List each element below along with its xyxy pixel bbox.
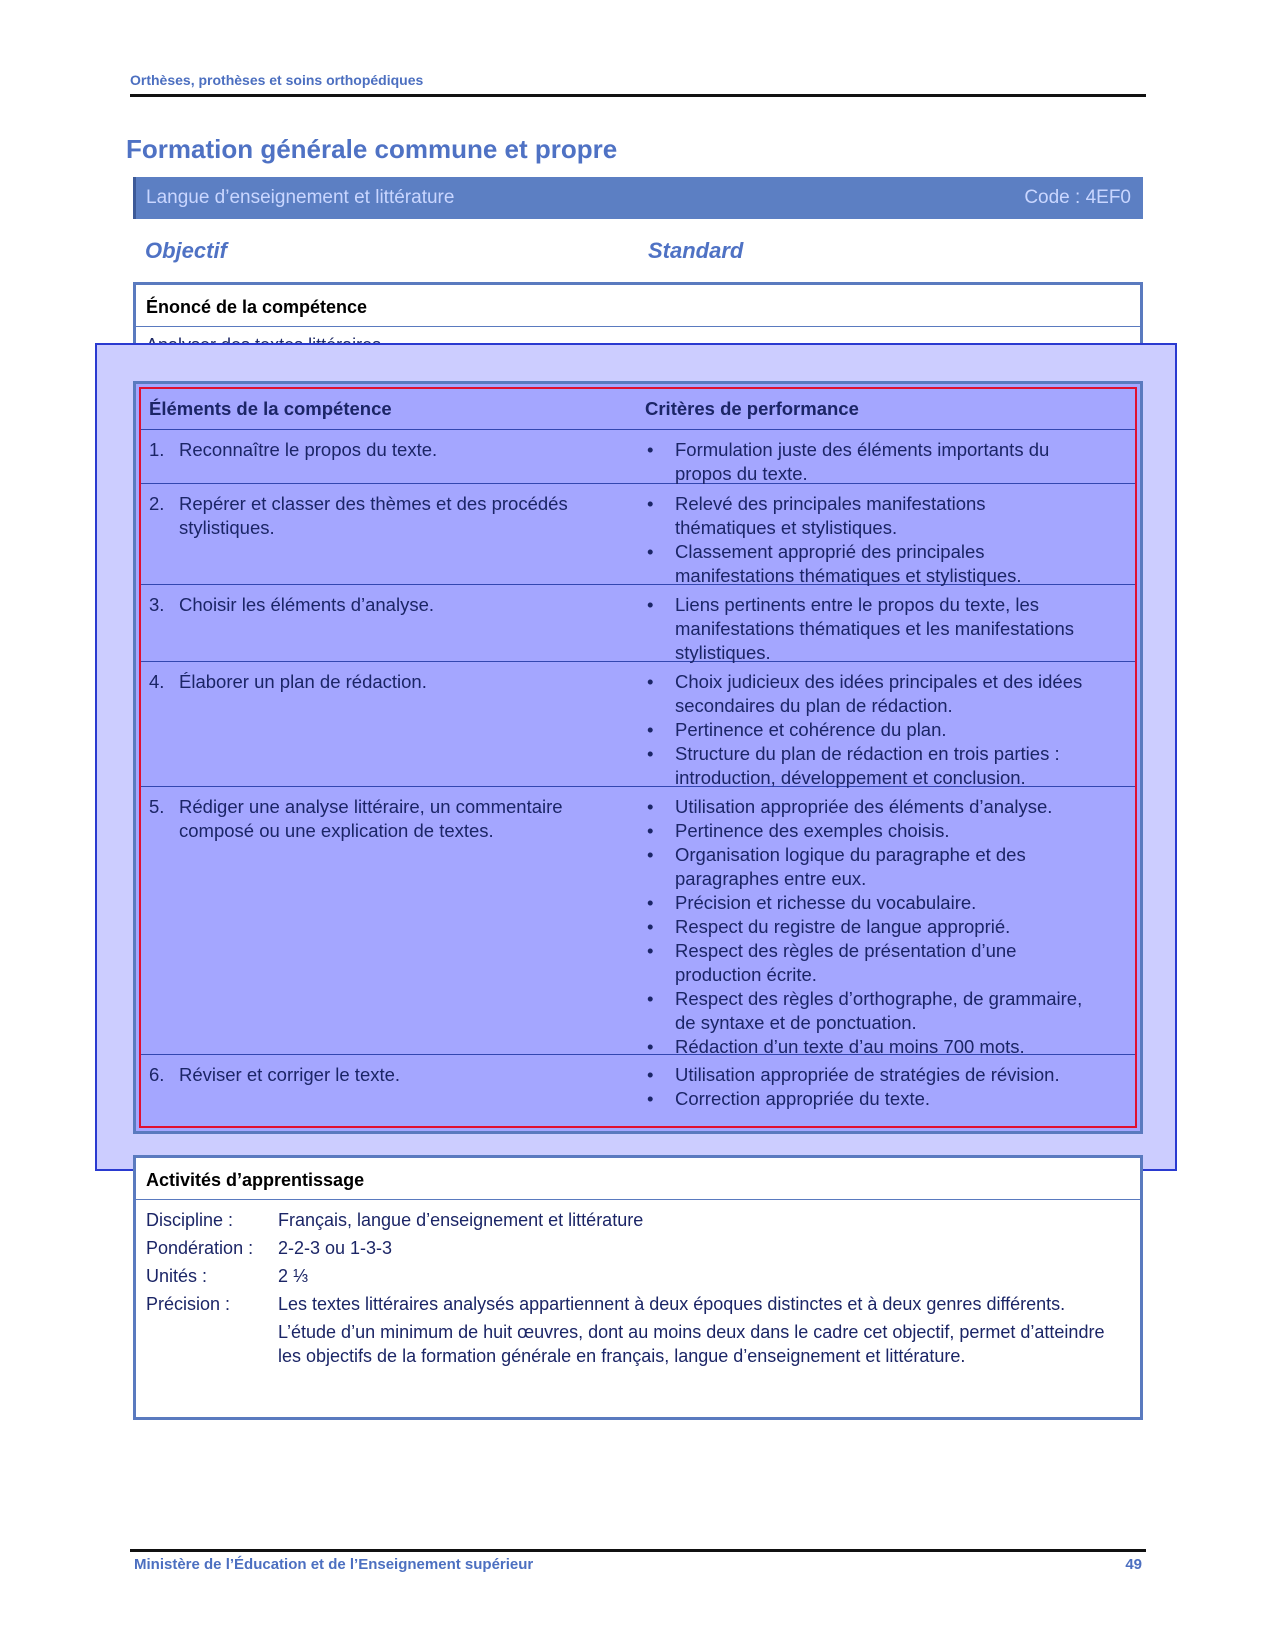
criteria-cell: [645, 670, 1085, 790]
bullet-icon: •: [647, 719, 654, 740]
criterion-text: Pertinence et cohérence du plan.: [675, 719, 947, 740]
bullet-icon: •: [647, 988, 654, 1009]
elements-table-box: [133, 381, 1143, 1134]
bullet-icon: •: [647, 541, 654, 562]
discipline-value: Français, langue d’enseignement et littérature: [278, 1210, 644, 1230]
footer-rule: [130, 1549, 1146, 1552]
competence-heading: Énoncé de la compétence: [136, 285, 1140, 327]
criterion-text: Classement approprié des principales manifestations thématiques et stylistiques.: [675, 541, 1022, 586]
criterion-text: Correction appropriée du texte.: [675, 1088, 931, 1109]
element-text: Rédiger une analyse littéraire, un commentaire composé ou une explication de textes.: [179, 796, 563, 841]
criterion-text: Respect des règles d’orthographe, de grammaire, de syntaxe et de ponctuation.: [675, 988, 1083, 1033]
element-cell: [149, 795, 619, 843]
criterion-text: Utilisation appropriée de stratégies de révision.: [675, 1064, 1060, 1085]
criterion-item: [645, 1087, 1085, 1111]
criterion-item: [645, 939, 1085, 987]
criterion-text: Rédaction d’un texte d’au moins 700 mots.: [675, 1036, 1025, 1057]
ponderation-label: Pondération :: [146, 1238, 254, 1258]
element-number: 5.: [149, 796, 165, 817]
bullet-icon: •: [647, 439, 654, 460]
element-text: Reconnaître le propos du texte.: [179, 439, 438, 460]
criterion-item: [645, 891, 1085, 915]
criterion-item: [645, 915, 1085, 939]
bullet-icon: •: [647, 1036, 654, 1057]
bullet-icon: •: [647, 796, 654, 817]
element-text: Réviser et corriger le texte.: [179, 1064, 401, 1085]
bullet-icon: •: [647, 493, 654, 514]
element-number: 6.: [149, 1064, 165, 1085]
criterion-item: [645, 593, 1085, 665]
element-cell: [149, 492, 619, 540]
criterion-item: [645, 987, 1085, 1035]
criterion-text: Précision et richesse du vocabulaire.: [675, 892, 977, 913]
discipline-label: Discipline :: [146, 1210, 234, 1230]
bullet-icon: •: [647, 892, 654, 913]
criterion-text: Formulation juste des éléments importants du propos du texte.: [675, 439, 1050, 484]
bullet-icon: •: [647, 743, 654, 764]
course-name: Langue d’enseignement et littérature: [146, 187, 455, 208]
bullet-icon: •: [647, 940, 654, 961]
bullet-icon: •: [647, 594, 654, 615]
criteria-col-header: Critères de performance: [645, 398, 859, 419]
element-number: 4.: [149, 671, 165, 692]
unites-value: 2 ⅓: [278, 1266, 309, 1286]
element-cell: [149, 1063, 619, 1087]
activities-heading: Activités d’apprentissage: [136, 1158, 1140, 1200]
criterion-text: Pertinence des exemples choisis.: [675, 820, 950, 841]
criterion-item: [645, 492, 1085, 540]
element-text: Repérer et classer des thèmes et des procédés stylistiques.: [179, 493, 568, 538]
page-number: 49: [1125, 1556, 1142, 1573]
criterion-item: [645, 1063, 1085, 1087]
element-text: Élaborer un plan de rédaction.: [179, 671, 427, 692]
criterion-item: [645, 742, 1085, 790]
criteria-cell: [645, 1063, 1085, 1111]
criterion-item: [645, 718, 1085, 742]
element-row: [141, 662, 1135, 787]
precision-paragraph-2: L’étude d’un minimum de huit œuvres, dont au moins deux dans le cadre cet objectif, permet d’atteindre les objectifs de la formation générale en français, langue d’enseignement et littérature.: [278, 1322, 1105, 1366]
criterion-item: [645, 819, 1085, 843]
criterion-item: [645, 795, 1085, 819]
criterion-text: Relevé des principales manifestations thématiques et stylistiques.: [675, 493, 986, 538]
ponderation-value: 2-2-3 ou 1-3-3: [278, 1238, 393, 1258]
discipline-row: [146, 1208, 1130, 1232]
element-row: [141, 484, 1135, 585]
element-row: [141, 585, 1135, 662]
bullet-icon: •: [647, 820, 654, 841]
criterion-item: [645, 438, 1085, 486]
bullet-icon: •: [647, 844, 654, 865]
element-text: Choisir les éléments d’analyse.: [179, 594, 435, 615]
element-cell: [149, 593, 619, 617]
elements-col-header: Éléments de la compétence: [149, 398, 392, 419]
objectif-label: Objectif: [145, 238, 227, 263]
elements-table: [139, 387, 1137, 1128]
course-bar: [133, 177, 1143, 219]
criteria-cell: [645, 438, 1085, 486]
bullet-icon: •: [647, 671, 654, 692]
element-row: [141, 430, 1135, 484]
objective-row: [145, 238, 865, 264]
unites-row: [146, 1264, 1130, 1288]
precision-row: [146, 1292, 1130, 1372]
criterion-text: Respect du registre de langue approprié.: [675, 916, 1011, 937]
element-row: [141, 787, 1135, 1055]
standard-label: Standard: [648, 238, 744, 263]
criterion-item: [645, 843, 1085, 891]
criteria-cell: [645, 492, 1085, 588]
criterion-text: Choix judicieux des idées principales et des idées secondaires du plan de rédaction.: [675, 671, 1083, 716]
criterion-text: Organisation logique du paragraphe et des paragraphes entre eux.: [675, 844, 1026, 889]
criterion-item: [645, 670, 1085, 718]
criterion-text: Utilisation appropriée des éléments d’analyse.: [675, 796, 1053, 817]
element-number: 2.: [149, 493, 165, 514]
elements-table-header: [141, 389, 1135, 430]
page-footer: [134, 1556, 1142, 1573]
unites-label: Unités :: [146, 1266, 208, 1286]
bullet-icon: •: [647, 1064, 654, 1085]
criterion-text: Respect des règles de présentation d’une production écrite.: [675, 940, 1017, 985]
element-cell: [149, 438, 619, 462]
bullet-icon: •: [647, 916, 654, 937]
precision-value: [278, 1292, 1130, 1372]
element-number: 3.: [149, 594, 165, 615]
activities-table: [136, 1200, 1140, 1372]
header-rule: [130, 94, 1146, 97]
footer-ministry: Ministère de l’Éducation et de l’Enseignement supérieur: [134, 1556, 534, 1573]
criteria-cell: [645, 593, 1085, 665]
activities-box: [133, 1155, 1143, 1420]
course-code: Code : 4EF0: [1024, 187, 1131, 208]
element-cell: [149, 670, 619, 694]
element-row: [141, 1055, 1135, 1109]
bullet-icon: •: [647, 1088, 654, 1109]
precision-label: Précision :: [146, 1294, 231, 1314]
criterion-text: Liens pertinents entre le propos du texte, les manifestations thématiques et les manifestations stylistiques.: [675, 594, 1074, 663]
ponderation-row: [146, 1236, 1130, 1260]
criterion-text: Structure du plan de rédaction en trois parties : introduction, développement et conclusion.: [675, 743, 1060, 788]
section-title: Formation générale commune et propre: [126, 134, 618, 164]
page-header-title: Orthèses, prothèses et soins orthopédiques: [130, 72, 424, 88]
element-number: 1.: [149, 439, 165, 460]
criterion-item: [645, 540, 1085, 588]
criteria-cell: [645, 795, 1085, 1059]
precision-paragraph-1: Les textes littéraires analysés appartiennent à deux époques distinctes et à deux genres différents.: [278, 1294, 1066, 1314]
